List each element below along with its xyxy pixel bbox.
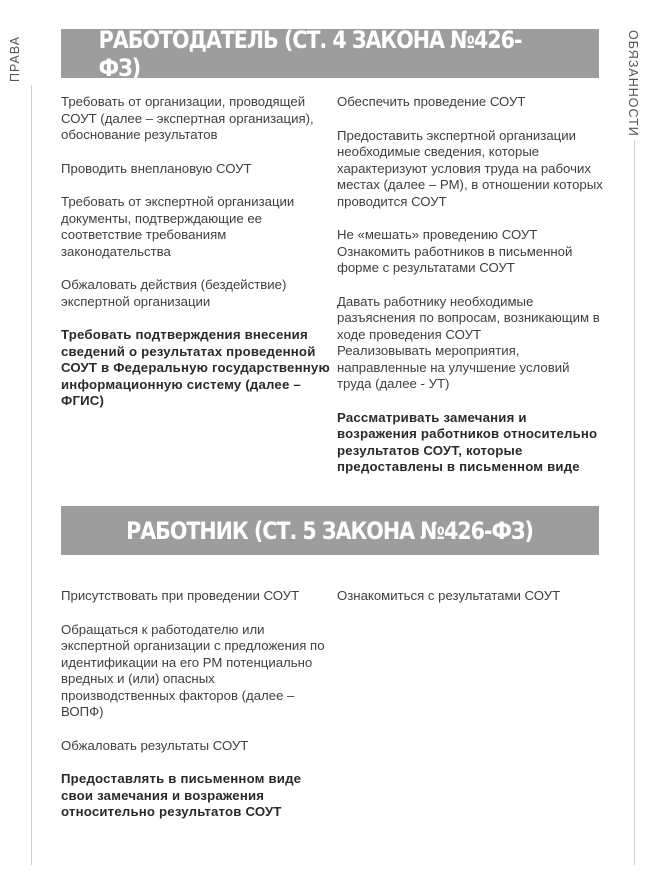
employer-right-1: Требовать от организации, проводящей СОУТ (далее – экспертная организация), обоснование результатов — [61, 94, 314, 142]
employer-duties-column — [337, 94, 607, 493]
left-divider — [31, 85, 32, 865]
side-label-rights: ПРАВА — [8, 35, 22, 82]
employee-right-3: Обжаловать результаты СОУТ — [61, 737, 249, 753]
employee-duties-column — [337, 588, 607, 622]
employee-duty-1: Ознакомиться с результатами СОУТ — [337, 588, 561, 603]
employee-right-4: Предоставлять в письменном виде свои замечания и возражения относительно результатов СОУТ — [61, 771, 302, 819]
employer-right-2: Проводить внеплановую СОУТ — [61, 160, 252, 176]
side-label-rights-wrap — [8, 30, 34, 90]
employer-duty-3: Не «мешать» проведению СОУТ — [337, 227, 538, 242]
employer-duty-2: Предоставить экспертной организации необходимые сведения, которые характеризуют условия труда на рабочих местах (далее – РМ), в отношении которых проводится СОУТ — [337, 127, 603, 209]
employee-banner — [61, 506, 599, 555]
employee-right-1: Присутствовать при проведении СОУТ — [61, 588, 300, 603]
employer-duty-7: Рассматривать замечания и возражения работников относительно результатов СОУТ, которые предоставлены в письменном виде — [337, 409, 598, 474]
employee-rights-column — [61, 588, 331, 838]
employer-duty-6: Реализовывать мероприятия, направленные на улучшение условий труда (далее - УТ) — [337, 343, 570, 391]
side-label-duties: ОБЯЗАННОСТИ — [626, 30, 640, 137]
employee-title: РАБОТНИК (СТ. 5 ЗАКОНА №426-ФЗ) — [126, 516, 534, 545]
right-divider — [634, 140, 635, 865]
employer-duty-1: Обеспечить проведение СОУТ — [337, 94, 526, 109]
employer-right-5: Требовать подтверждения внесения сведений о результатах проведенной СОУТ в Федеральную государственную информационную систему (далее – ФГИС) — [61, 327, 330, 408]
employee-right-2: Обращаться к работодателю или экспертной организации с предложения по идентификации на его РМ потенциально вредных и (или) опасных производственных факторов (далее – ВОПФ) — [61, 621, 325, 719]
employer-right-3: Требовать от экспертной организации документы, подтверждающие ее соответствие требованиям законодательства — [61, 194, 295, 259]
employer-right-4: Обжаловать действия (бездействие) экспертной организации — [61, 277, 287, 309]
employer-duty-5: Давать работнику необходимые разъяснения по вопросам, возникающим в ходе проведения СОУТ — [337, 293, 600, 342]
employer-duty-4: Ознакомить работников в письменной форме с результатами СОУТ — [337, 243, 573, 275]
employer-rights-column — [61, 94, 331, 427]
employer-banner — [61, 25, 599, 82]
employer-title: РАБОТОДАТЕЛЬ (СТ. 4 ЗАКОНА №426-ФЗ) — [98, 25, 522, 82]
